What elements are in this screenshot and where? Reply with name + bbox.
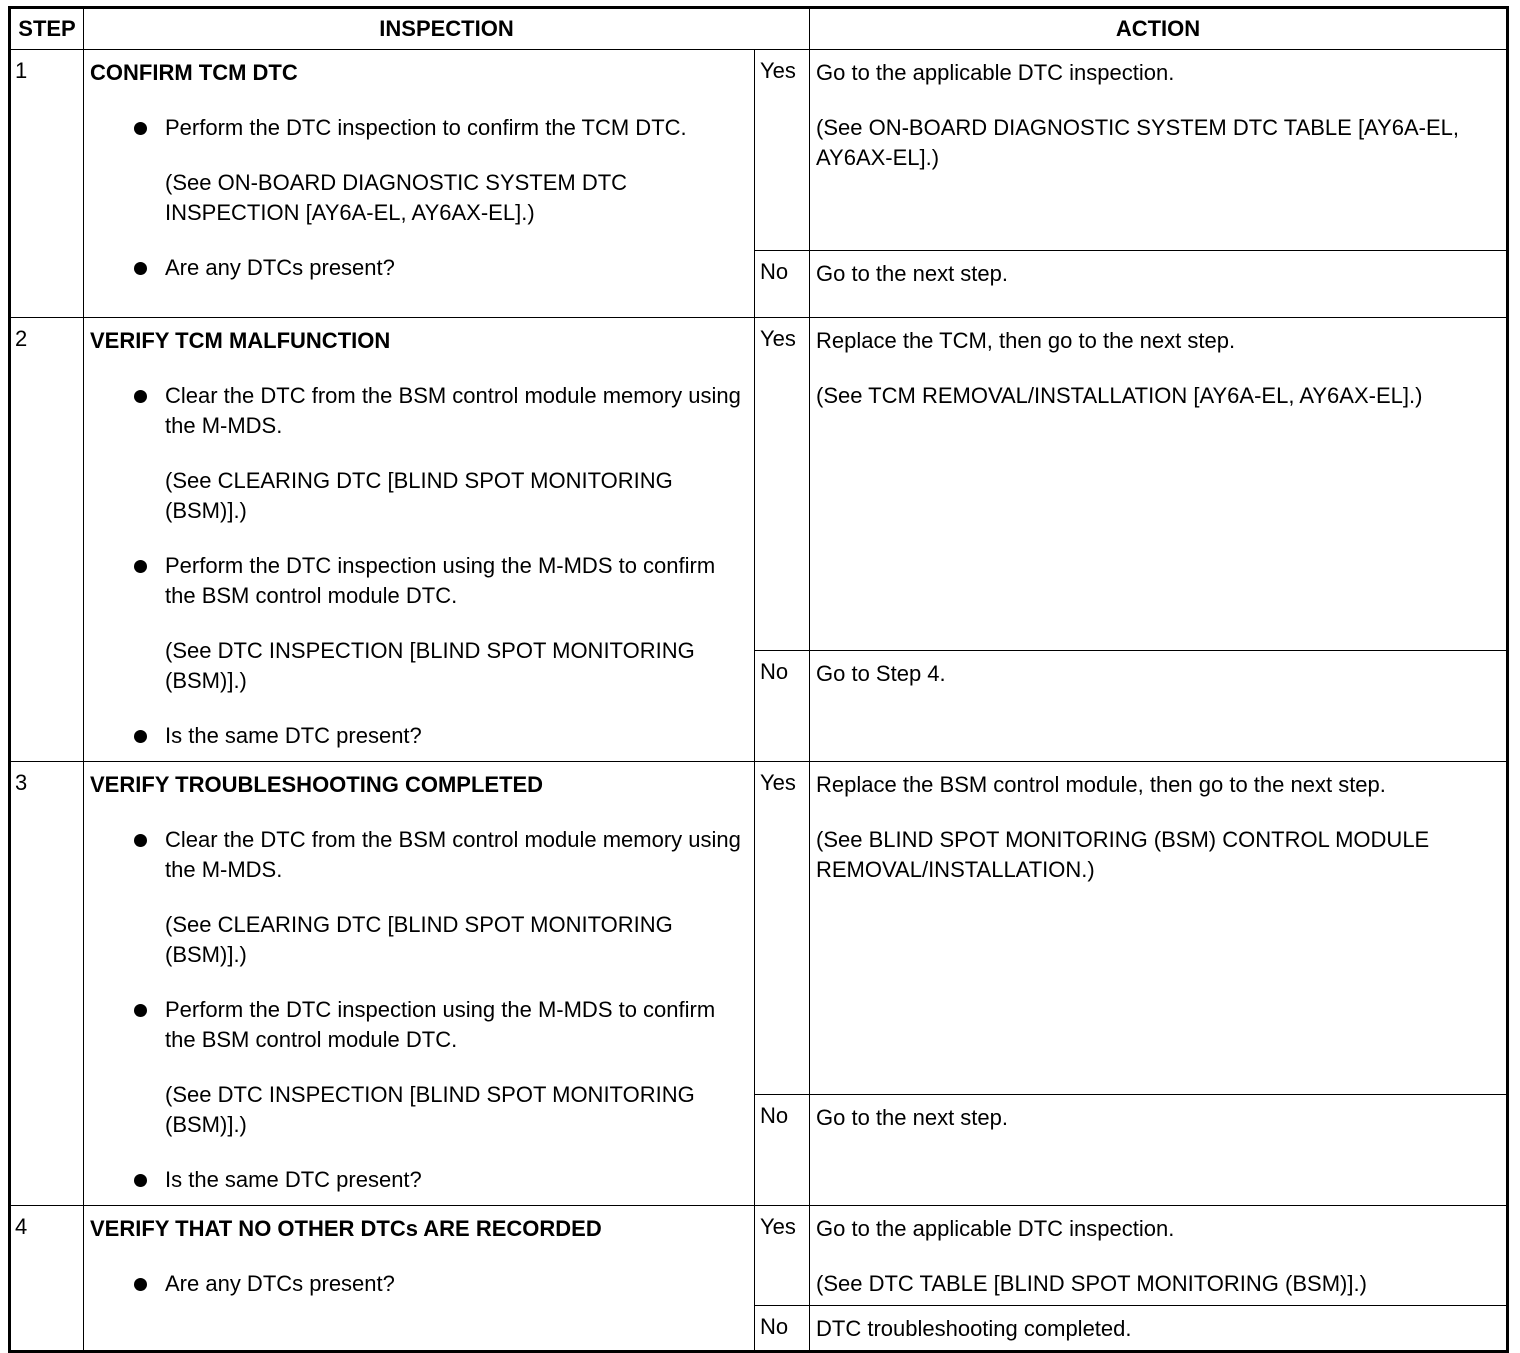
inspection-cell: [84, 50, 755, 318]
step-number: 4: [10, 1206, 84, 1352]
inspection-reference: (See CLEARING DTC [BLIND SPOT MONITORING (BSM)].): [165, 912, 673, 967]
step-title: VERIFY TCM MALFUNCTION: [90, 328, 391, 353]
inspection-item: [90, 1269, 748, 1299]
yes-action-reference: (See ON-BOARD DIAGNOSTIC SYSTEM DTC TABLE [AY6A-EL, AY6AX-EL].): [816, 115, 1460, 170]
inspection-reference: (See DTC INSPECTION [BLIND SPOT MONITORING (BSM)].): [165, 1082, 695, 1137]
step-row-yes: [10, 50, 1508, 251]
inspection-item: [90, 113, 748, 228]
yes-label: Yes: [755, 1206, 810, 1306]
inspection-text: Is the same DTC present?: [165, 1167, 422, 1192]
step-title: VERIFY TROUBLESHOOTING COMPLETED: [90, 772, 544, 797]
bullet-icon: [134, 730, 147, 743]
yes-label: Yes: [755, 318, 810, 651]
inspection-item: [90, 551, 748, 696]
bullet-icon: [134, 390, 147, 403]
yes-action-cell: [810, 762, 1508, 1095]
inspection-text: Perform the DTC inspection to confirm the TCM DTC.: [165, 115, 687, 140]
inspection-cell: [84, 318, 755, 762]
inspection-item: [90, 995, 748, 1140]
yes-action-text: Replace the BSM control module, then go to the next step.: [816, 772, 1386, 797]
yes-label: Yes: [755, 50, 810, 251]
inspection-item: [90, 381, 748, 526]
yes-action-reference: (See BLIND SPOT MONITORING (BSM) CONTROL MODULE REMOVAL/INSTALLATION.): [816, 827, 1430, 882]
inspection-reference: (See CLEARING DTC [BLIND SPOT MONITORING (BSM)].): [165, 468, 673, 523]
bullet-icon: [134, 1004, 147, 1017]
no-action-cell: [810, 1095, 1508, 1206]
inspection-text: Clear the DTC from the BSM control module memory using the M-MDS.: [165, 383, 741, 438]
no-action-text: DTC troubleshooting completed.: [816, 1316, 1132, 1341]
step-title: VERIFY THAT NO OTHER DTCs ARE RECORDED: [90, 1216, 602, 1241]
step-number: 2: [10, 318, 84, 762]
yes-action-text: Go to the applicable DTC inspection.: [816, 1216, 1175, 1241]
no-action-text: Go to Step 4.: [816, 661, 946, 687]
yes-action-cell: [810, 50, 1508, 251]
inspection-text: Are any DTCs present?: [165, 255, 395, 280]
bullet-icon: [134, 560, 147, 573]
troubleshooting-table: [8, 6, 1509, 1353]
bullet-icon: [134, 262, 147, 275]
inspection-cell: [84, 1206, 755, 1352]
no-label: No: [755, 251, 810, 318]
header-action: ACTION: [810, 8, 1508, 50]
bullet-icon: [134, 122, 147, 135]
inspection-text: Perform the DTC inspection using the M-MDS to confirm the BSM control module DTC.: [165, 553, 716, 608]
bullet-icon: [134, 834, 147, 847]
no-action-text: Go to the next step.: [816, 261, 1009, 286]
no-label: No: [755, 651, 810, 762]
inspection-text: Is the same DTC present?: [165, 723, 422, 748]
bullet-icon: [134, 1174, 147, 1187]
inspection-item: [90, 1165, 748, 1195]
step-row-yes: [10, 318, 1508, 651]
inspection-text: Are any DTCs present?: [165, 1271, 395, 1296]
header-step: STEP: [10, 8, 84, 50]
inspection-text: Perform the DTC inspection using the M-MDS to confirm the BSM control module DTC.: [165, 997, 716, 1052]
inspection-item: [90, 253, 748, 283]
yes-action-cell: [810, 318, 1508, 651]
step-row-yes: [10, 1206, 1508, 1306]
no-action-text: Go to the next step.: [816, 1105, 1009, 1131]
step-number: 3: [10, 762, 84, 1206]
inspection-reference: (See DTC INSPECTION [BLIND SPOT MONITORING (BSM)].): [165, 638, 695, 693]
bullet-icon: [134, 1278, 147, 1291]
step-row-yes: [10, 762, 1508, 1095]
inspection-cell: [84, 762, 755, 1206]
step-number: 1: [10, 50, 84, 318]
no-action-cell: [810, 651, 1508, 762]
yes-action-text: Go to the applicable DTC inspection.: [816, 60, 1175, 85]
no-action-cell: [810, 251, 1508, 318]
inspection-item: [90, 825, 748, 970]
no-label: No: [755, 1095, 810, 1206]
inspection-text: Clear the DTC from the BSM control module memory using the M-MDS.: [165, 827, 741, 882]
inspection-item: [90, 721, 748, 751]
yes-action-reference: (See DTC TABLE [BLIND SPOT MONITORING (BSM)].): [816, 1271, 1367, 1296]
yes-label: Yes: [755, 762, 810, 1095]
table-body: [10, 50, 1508, 1352]
no-action-cell: [810, 1306, 1508, 1352]
yes-action-reference: (See TCM REMOVAL/INSTALLATION [AY6A-EL, AY6AX-EL].): [816, 383, 1423, 408]
yes-action-text: Replace the TCM, then go to the next step.: [816, 328, 1236, 353]
inspection-reference: (See ON-BOARD DIAGNOSTIC SYSTEM DTC INSPECTION [AY6A-EL, AY6AX-EL].): [165, 170, 628, 225]
step-title: CONFIRM TCM DTC: [90, 60, 298, 85]
header-row: [10, 8, 1508, 50]
no-label: No: [755, 1306, 810, 1352]
header-inspection: INSPECTION: [84, 8, 810, 50]
yes-action-cell: [810, 1206, 1508, 1306]
